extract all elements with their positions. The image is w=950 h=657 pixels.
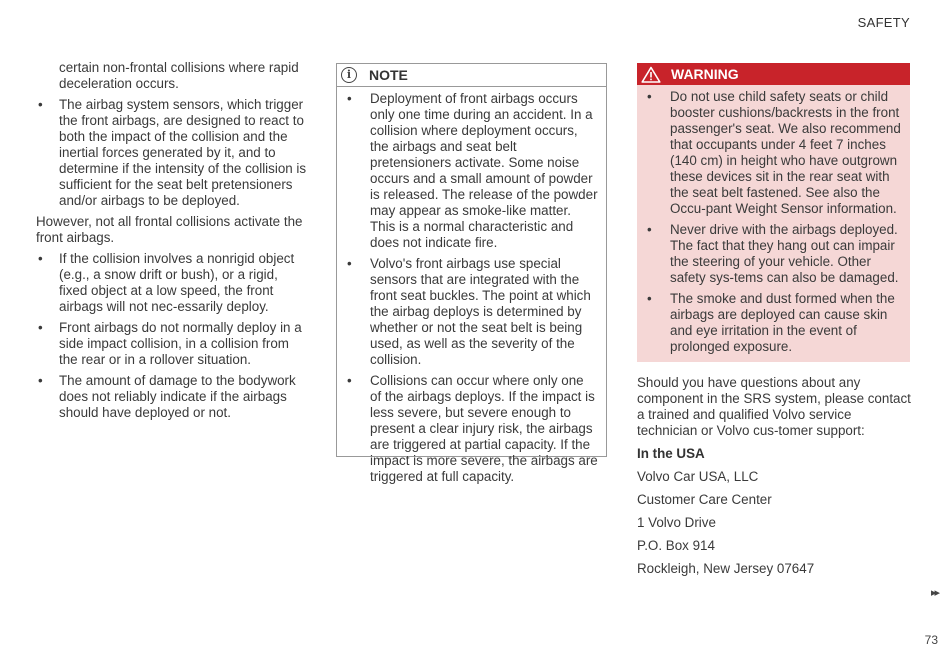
warning-list xyxy=(637,85,910,355)
note-title: NOTE xyxy=(369,67,408,83)
warning-box xyxy=(637,63,910,362)
contact-intro: Should you have questions about any component in the SRS system, please contact a trained and qualified Volvo service technician or Volvo cus-tomer support: xyxy=(637,375,911,438)
contact-section xyxy=(637,375,911,584)
list-item: • Volvo's front airbags use special sensors that are integrated with the front seat buckles. The point at which the airbag deploys is determined by whether or not the seat belt is being used, as well as the severity of the collision. xyxy=(347,256,598,368)
warning-header xyxy=(637,63,910,85)
warning-triangle-icon xyxy=(641,66,661,83)
address-line: Customer Care Center xyxy=(637,492,772,507)
list-item: • Front airbags do not normally deploy in a side impact collision, in a collision from the rear or in a rollover situation. xyxy=(36,320,308,368)
info-icon: i xyxy=(341,67,357,83)
address-line: Volvo Car USA, LLC xyxy=(637,469,759,484)
paragraph: However, not all frontal collisions activate the front airbags. xyxy=(36,214,303,245)
list-item: • Collisions can occur where only one of the airbags deploys. If the impact is less severe, but severe enough to present a clear injury risk, the airbags are triggered at partial capacity. If the impact is more severe, the airbags are triggered at full capacity. xyxy=(347,373,598,485)
note-list xyxy=(337,87,606,485)
note-box xyxy=(336,63,607,484)
section-title: SAFETY xyxy=(857,15,910,30)
bullet-list-a xyxy=(36,97,308,209)
page-number: 73 xyxy=(924,633,938,647)
address-line: Rockleigh, New Jersey 07647 xyxy=(637,561,815,576)
list-item: • The smoke and dust formed when the airbags are deployed can cause skin and eye irritation in the event of prolonged exposure. xyxy=(647,291,904,355)
left-column xyxy=(36,60,308,426)
list-item: • Do not use child safety seats or child booster cushions/backrests in the front passenger's seat. We also recommend that occupants under 4 feet 7 inches (140 cm) in height who have outgrown these devices sit in the rear seat with the seat belt fastened. See also the Occu-pant Weight Sensor information. xyxy=(647,89,904,217)
list-item: • The amount of damage to the bodywork does not reliably indicate if the airbags should have deployed or not. xyxy=(36,373,308,421)
warning-title: WARNING xyxy=(671,66,739,82)
continued-list-item: certain non-frontal collisions where rapid deceleration occurs. xyxy=(59,60,299,91)
list-item: • Never drive with the airbags deployed. The fact that they hang out can impair the steering of your vehicle. Other safety sys-tems can also be damaged. xyxy=(647,222,904,286)
note-header xyxy=(337,64,606,87)
list-item: • The airbag system sensors, which trigger the front airbags, are designed to react to both the impact of the collision and the inertial forces generated by it, and to determine if the intensity of the collision is sufficient for the seat belt pretensioners and/or airbags to be deployed. xyxy=(36,97,308,209)
bullet-list-b xyxy=(36,251,308,421)
address-line: 1 Volvo Drive xyxy=(637,515,716,530)
list-item: • If the collision involves a nonrigid object (e.g., a snow drift or bush), or a rigid, fixed object at a low speed, the front airbags will not nec-essarily deploy. xyxy=(36,251,308,315)
list-item: • Deployment of front airbags occurs only one time during an accident. In a collision where deployment occurs, the airbags and seat belt pretensioners activate. Some noise occurs and a small amount of powder is released. The release of the powder may appear as smoke-like matter. This is a normal characteristic and does not indicate fire. xyxy=(347,91,598,251)
address-line: P.O. Box 914 xyxy=(637,538,715,553)
contact-heading: In the USA xyxy=(637,446,705,461)
next-page-icon: ▸▸ xyxy=(930,587,938,599)
